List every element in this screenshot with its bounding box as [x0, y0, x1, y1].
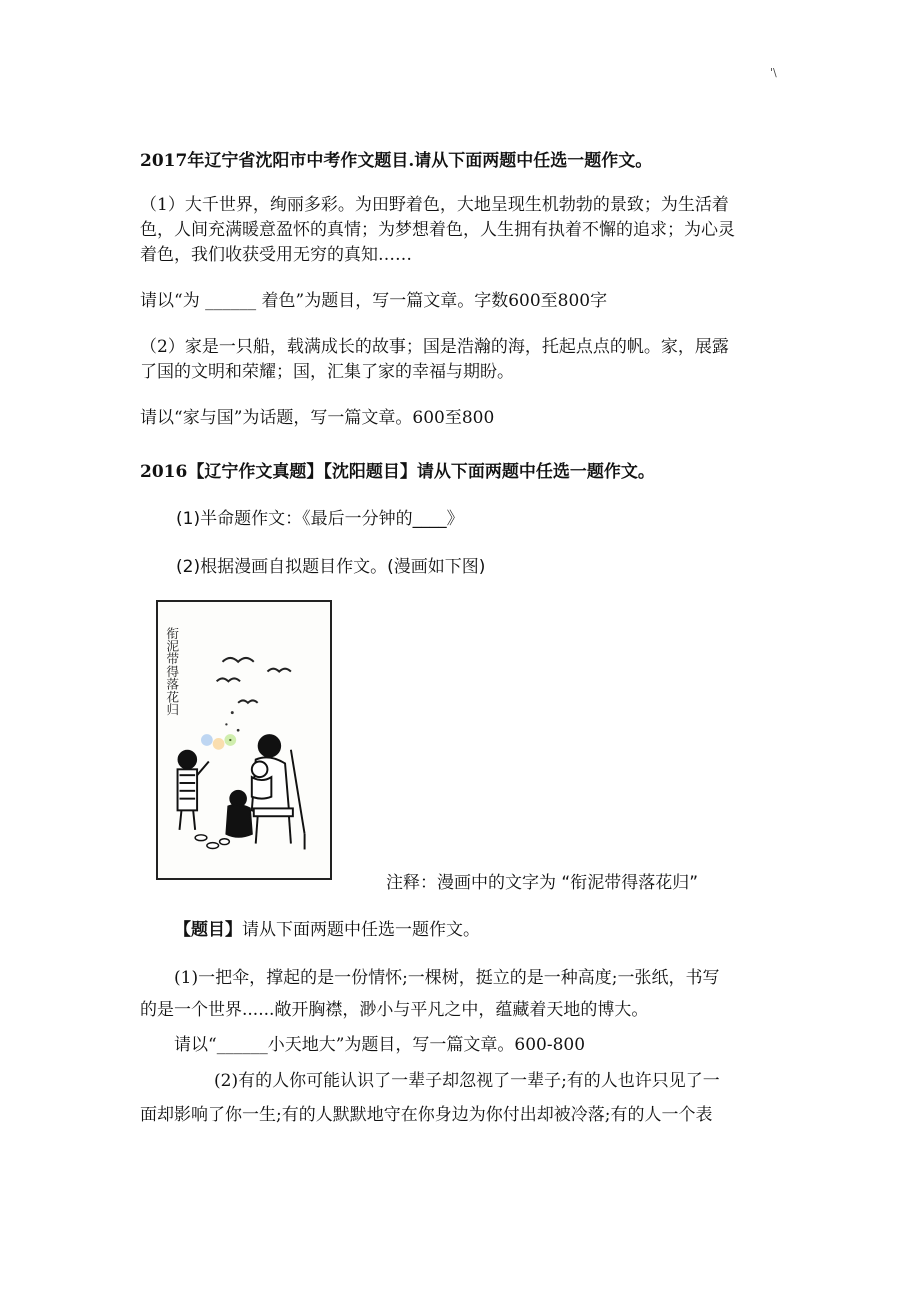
topic-heading-bracket: 【题目】 — [174, 920, 242, 940]
corner-mark: '\ — [770, 66, 777, 79]
child-figure — [178, 751, 209, 830]
q2-2017-line-1: （2）家是一只船，载满成长的故事；国是浩瀚的海，托起点点的帆。家，展露 — [140, 337, 729, 357]
comic-illustration — [156, 600, 332, 880]
swallow-icons — [217, 658, 291, 703]
heading-2017 — [140, 150, 652, 172]
comic-calligraphy: 衔泥带得落花归 — [164, 626, 180, 716]
q1-2017-line-1: （1）大千世界，绚丽多彩。为田野着色，大地呈现生机勃勃的景致；为生活着 — [140, 195, 729, 215]
topic-q1-prompt: 请以“______小天地大”为题目，写一篇文章。600-800 — [174, 1035, 586, 1055]
topic-q1-line-1: (1)一把伞，撑起的是一份情怀;一棵树，挺立的是一种高度;一张纸，书写 — [174, 968, 720, 988]
heading-2017-text: 2017年辽宁省沈阳市中考作文题目.请从下面两题中任选一题作文。 — [140, 151, 653, 171]
q1-2017-prompt: 请以“为 ______ 着色”为题目，写一篇文章。字数600至800字 — [140, 291, 608, 311]
ground-items — [195, 835, 229, 849]
comic-note: 注释：漫画中的文字为 “衔泥带得落花归” — [386, 873, 699, 893]
topic-q1-line-2: 的是一个世界......敞开胸襟，渺小与平凡之中，蕴藏着天地的博大。 — [140, 1000, 649, 1020]
crouching-child-figure — [226, 791, 251, 837]
topic-q2-line-2: 面却影响了你一生;有的人默默地守在你身边为你付出却被冷落;有的人一个表 — [140, 1105, 713, 1125]
topic-heading — [174, 919, 480, 941]
topic-q2-line-1: (2)有的人你可能认识了一辈子却忽视了一辈子;有的人也许只见了一 — [214, 1071, 720, 1091]
comic-drawing — [158, 602, 330, 878]
mother-figure — [252, 735, 305, 849]
q2-2017-line-2: 了国的文明和荣耀；国，汇集了家的幸福与期盼。 — [140, 362, 514, 382]
topic-heading-text: 请从下面两题中任选一题作文。 — [242, 920, 480, 940]
q1-2017-line-2: 色，人间充满暖意盈怀的真情；为梦想着色，人生拥有执着不懈的追求；为心灵 — [140, 220, 735, 240]
item-2016-2: (2)根据漫画自拟题目作文。(漫画如下图) — [176, 557, 486, 577]
item-2016-1: (1)半命题作文：《最后一分钟的____》 — [176, 509, 464, 529]
heading-2016: 2016【辽宁作文真题】【沈阳题目】请从下面两题中任选一题作文。 — [140, 462, 655, 482]
q1-2017-line-3: 着色，我们收获受用无穷的真知…… — [140, 245, 412, 265]
watermark-logo — [201, 734, 236, 750]
q2-2017-prompt: 请以“家与国”为话题，写一篇文章。600至800 — [140, 408, 495, 428]
